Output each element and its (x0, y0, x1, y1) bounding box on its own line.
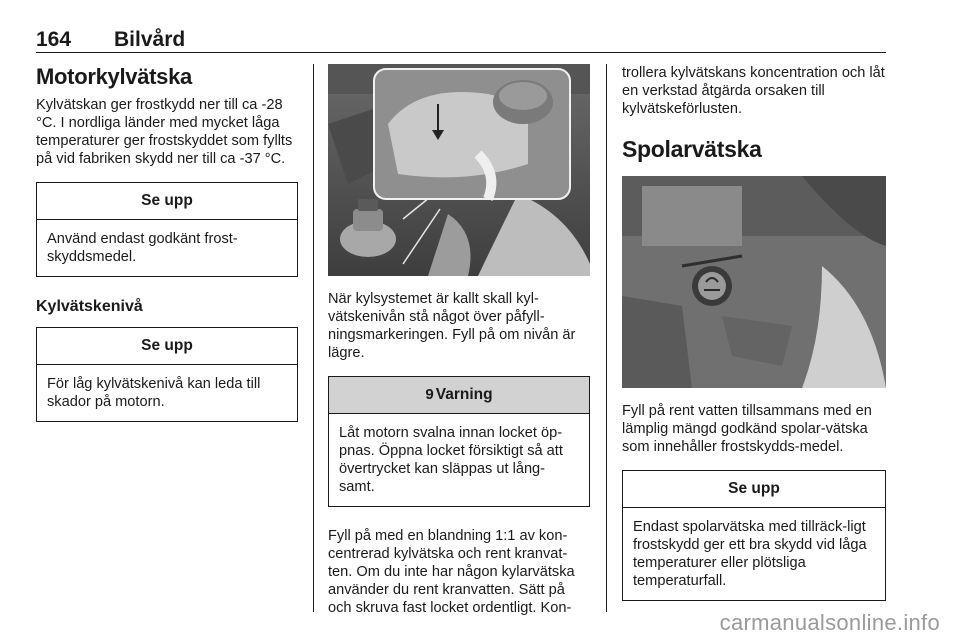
coolant-reservoir-photo (328, 64, 590, 276)
page-number: 164 (36, 28, 72, 51)
chapter-title: Bilvård (114, 28, 186, 51)
caution-text: För låg kylvätskenivå kan leda till skador på motorn. (47, 376, 261, 410)
warning-box (328, 376, 590, 507)
caution-box (36, 327, 298, 422)
coolant-fill-text: Fyll på med en blandning 1:1 av kon-centrerad kylvätska och rent kranvat-ten. Om du inte har någon kylarvätska använder du rent kranvatten. Sätt på och skruva fast locket ordentligt. Kon- (328, 528, 575, 616)
caution-box (622, 470, 886, 601)
column-2 (328, 64, 590, 631)
column-3 (622, 64, 886, 617)
coolant-continued-text: trollera kylvätskans koncentration och låt en verkstad åtgärda orsaken till kylvätskeförlusten. (622, 65, 885, 117)
caution-box (36, 182, 298, 277)
subheading-coolant-level: Kylvätskenivå (36, 298, 143, 315)
watermark: carmanualsonline.info (719, 610, 940, 635)
coolant-intro: Kylvätskan ger frostkydd ner till ca -28 °C. I nordliga länder med mycket låga temperaturer ger frostskyddet som fyllts på vid fabriken skydd ner till ca -37 °C. (36, 97, 293, 167)
washer-fill-text: Fyll på rent vatten tillsammans med en lämplig mängd godkänd spolar-vätska som innehåller frostskydds-medel. (622, 403, 872, 455)
warning-text: Låt motorn svalna innan locket öp-pnas. Öppna locket försiktigt så att övertrycket kan släppas ut lång-samt. (339, 425, 563, 495)
section-title-coolant: Motorkylvätska (36, 64, 192, 89)
caution-heading: Se upp (37, 183, 297, 220)
caution-heading: Se upp (623, 471, 885, 508)
caution-text: Endast spolarvätska med tillräck-ligt frostskydd ger ett bra skydd vid låga temperaturer eller plötsliga temperaturfall. (633, 519, 867, 589)
washer-fluid-photo (622, 176, 886, 388)
page-header (36, 28, 886, 53)
warning-icon: 9 (425, 386, 434, 403)
column-1 (36, 64, 298, 438)
caution-heading: Se upp (37, 328, 297, 365)
column-divider (313, 64, 314, 612)
coolant-level-text: När kylsystemet är kallt skall kyl-vätskenivån stå något över påfyll-ningsmarkeringen. Fyll på om nivån är lägre. (328, 291, 576, 361)
caution-text: Använd endast godkänt frost-skyddsmedel. (47, 231, 238, 265)
column-divider (606, 64, 607, 612)
warning-heading: 9 Varning (329, 377, 589, 414)
section-title-washer: Spolarvätska (622, 136, 762, 162)
